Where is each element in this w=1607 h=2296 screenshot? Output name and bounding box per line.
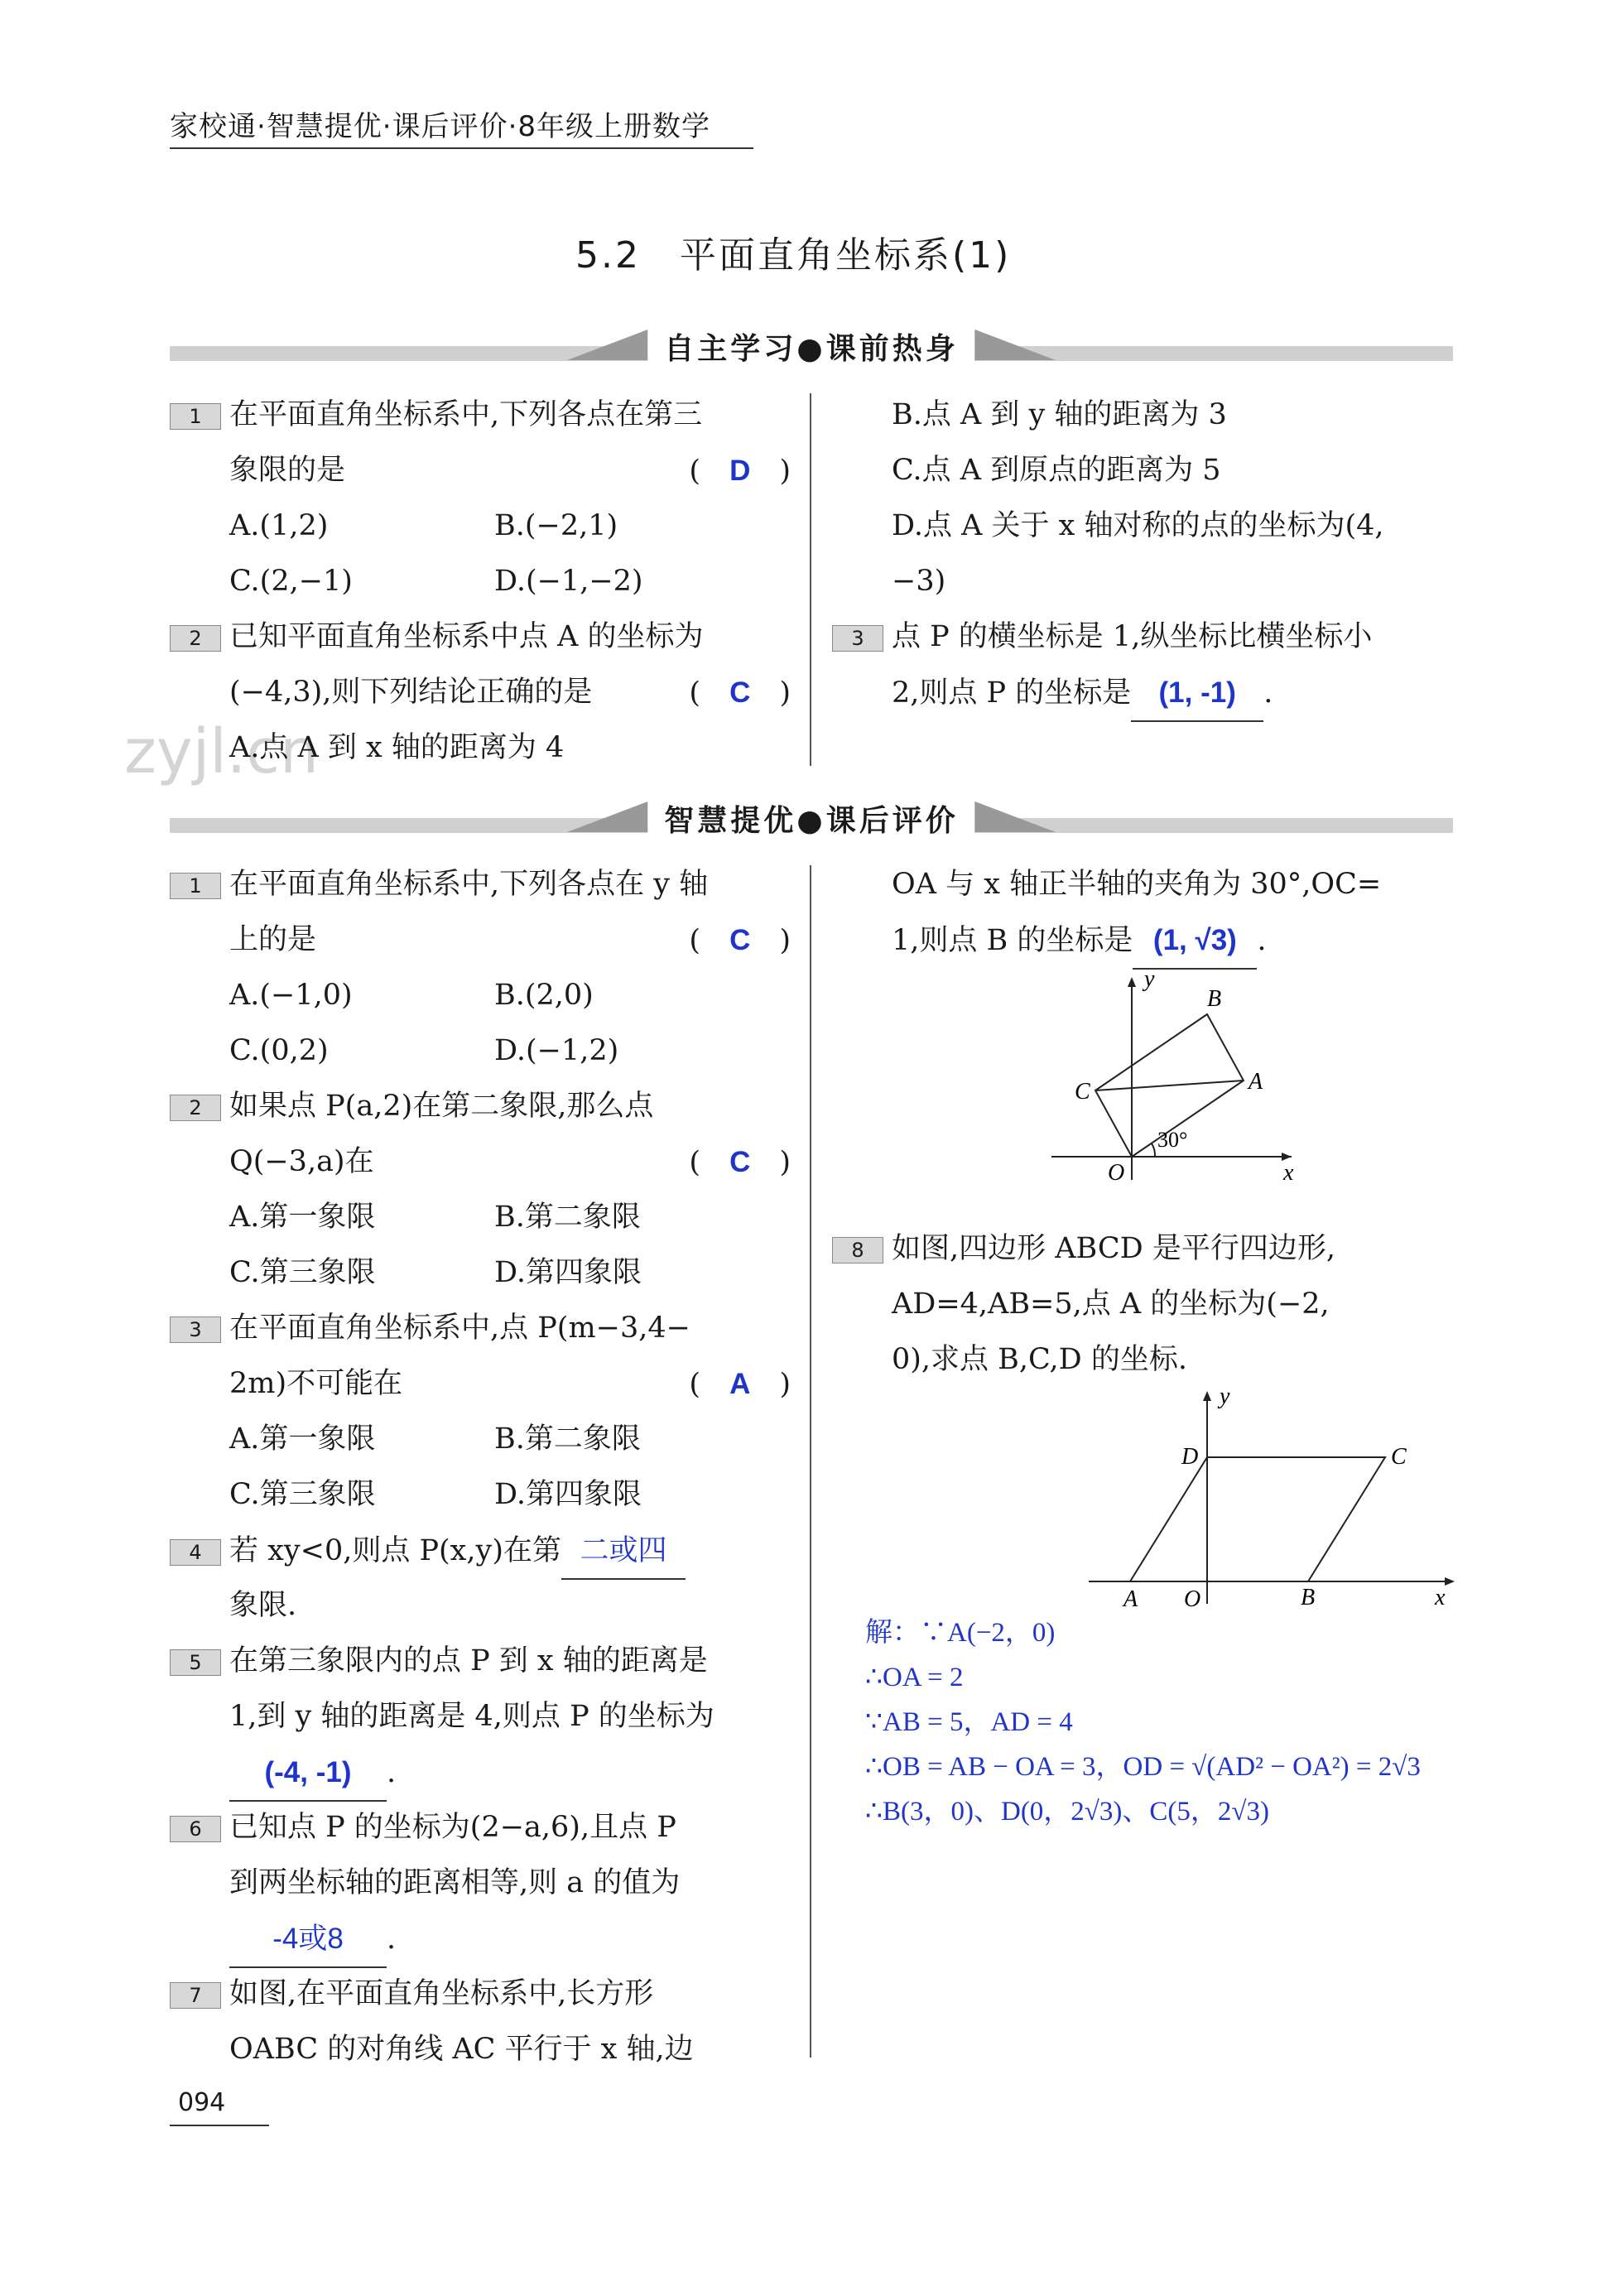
header-rule: [170, 147, 753, 149]
option: D.(−1,−2): [494, 565, 643, 598]
header-title: 家校通·智慧提优·课后评价·8年级上册数学: [170, 110, 711, 143]
section-title: 智慧提优●课后评价: [647, 797, 974, 840]
page-number-rule: [170, 2125, 269, 2126]
solution-line: ∴OA = 2: [865, 1663, 964, 1692]
question-number: 8: [832, 1237, 883, 1264]
column-divider: [810, 393, 811, 766]
answer: C: [729, 1146, 751, 1178]
question-number: 5: [170, 1649, 221, 1676]
chapter-title: 5.2 平面直角坐标系(1): [575, 234, 1012, 277]
column-divider: [810, 865, 811, 2058]
watermark: zyjl.cn: [124, 716, 319, 787]
questions-s2-left: 1 在平面直角坐标系中,下列各点在 y 轴 上的是 ( C ) A.(−1,0) B.(2,0) C.(0,2) D.(−1,2) 2 如果点 P(a,2)在第二象限,那么点 Q(−3,a)在 ( C ) A.第一象限 B.第二象限 C.第三象限 D.第四象限 3 在平面直角坐标系中,点 P(m−3,4− 2m)不可能在 ( A ) A.第一象限 B.第二象限 C.第三象限 D.第四象限 4 若 xy<0,则点 P(x,y)在第 二或四 象限. 5 在第三象限内的点 P 到 x 轴的距离是 1,到 y 轴的距离是 4,则点 P 的坐标为 (-4, -1) . 6 已知点 P 的坐标为(2−a,6),且点 P 到两坐标轴的距离相等,则 a 的值为 -4或8 . 7 如图,在平面直角坐标系中,长方形 OABC 的对角线 AC 平行于 x 轴,边: [170, 857, 791, 2077]
solution: [865, 1610, 1421, 1834]
option: C.(0,2): [229, 1034, 329, 1067]
option: C.点 A 到原点的距离为 5: [892, 454, 1221, 487]
question-number: 4: [170, 1539, 221, 1566]
y-label: y: [1220, 1387, 1230, 1409]
a-label: A: [1123, 1586, 1138, 1610]
option: B.第二象限: [494, 1422, 641, 1456]
answer-blank: 二或四: [561, 1523, 686, 1580]
option: B.(−2,1): [494, 509, 618, 542]
diagonal-ac: [1095, 1081, 1244, 1090]
option: B.第二象限: [494, 1201, 641, 1234]
y-label: y: [1144, 973, 1155, 992]
d-label: D: [1181, 1444, 1199, 1470]
answer-blank: (-4, -1): [229, 1745, 387, 1802]
c-label: C: [1075, 1079, 1090, 1105]
angle-label: 30°: [1157, 1128, 1188, 1152]
answer-blank: (1, √3): [1133, 912, 1257, 970]
option: A.(1,2): [229, 509, 329, 542]
option: −3): [892, 565, 946, 598]
figure-rectangle-oabc: [1051, 973, 1300, 1188]
answer-paren: ( C ): [689, 676, 791, 710]
answer-blank: -4或8: [229, 1911, 387, 1968]
solution-line: ∴OB = AB − OA = 3，OD = √(AD² − OA²) = 2√3: [865, 1752, 1421, 1782]
option: A.第一象限: [229, 1201, 376, 1234]
option: C.(2,−1): [229, 565, 353, 598]
answer: A: [729, 1368, 751, 1400]
option: A.点 A 到 x 轴的距离为 4: [229, 731, 565, 764]
option: B.点 A 到 y 轴的距离为 3: [892, 398, 1227, 431]
option: D.第四象限: [494, 1478, 642, 1511]
c-label: C: [1391, 1444, 1407, 1470]
answer-paren: ( D ): [689, 455, 791, 488]
x-label: x: [1283, 1160, 1294, 1186]
solution-line: ∵AB = 5，AD = 4: [865, 1707, 1073, 1737]
option: C.第三象限: [229, 1478, 376, 1511]
question-number: 3: [832, 625, 883, 652]
question-number: 6: [170, 1816, 221, 1842]
option: D.点 A 关于 x 轴对称的点的坐标为(4,: [892, 509, 1384, 542]
y-axis-arrow: [1203, 1391, 1211, 1401]
b-label: B: [1207, 986, 1222, 1012]
section-banner-warmup: [170, 327, 1453, 368]
option: A.(−1,0): [229, 979, 353, 1012]
a-label: A: [1249, 1069, 1263, 1095]
option: B.(2,0): [494, 979, 594, 1012]
question-s1-1: 1 在平面直角坐标系中,下列各点在第三 象限的是 ( D ) A.(1,2) B.(−2,1) C.(2,−1) D.(−1,−2) 2 已知平面直角坐标系中点 A 的坐标为 (−4,3),则下列结论正确的是 ( C ) A.点 A 到 x 轴的距离为 4: [170, 387, 791, 776]
solution-line: 解：∵A(−2，0): [865, 1618, 1056, 1648]
parallelogram-abcd: [1130, 1457, 1385, 1581]
answer: C: [729, 924, 751, 956]
question-s1-2-cont: B.点 A 到 y 轴的距离为 3 C.点 A 到原点的距离为 5 D.点 A 关于 x 轴对称的点的坐标为(4, −3) 3 点 P 的横坐标是 1,纵坐标比横坐标小 2,则点 P 的坐标是 (1, -1) .: [832, 387, 1461, 720]
section-banner-review: [170, 799, 1453, 840]
answer-blank: (1, -1): [1131, 665, 1263, 722]
section-title: 自主学习●课前热身: [647, 325, 974, 368]
option: D.第四象限: [494, 1256, 642, 1289]
answer: D: [729, 455, 751, 487]
question-number: 1: [170, 403, 221, 430]
angle-arc: [1152, 1143, 1155, 1157]
option: A.第一象限: [229, 1422, 376, 1456]
o-label: O: [1108, 1160, 1125, 1186]
question-number: 3: [170, 1316, 221, 1343]
answer-paren: ( A ): [689, 1368, 791, 1401]
b-label: B: [1301, 1585, 1316, 1610]
figure-parallelogram-abcd: [1089, 1387, 1461, 1610]
o-label: O: [1184, 1586, 1201, 1610]
question-number: 2: [170, 1095, 221, 1121]
answer-paren: ( C ): [689, 924, 791, 957]
question-number: 1: [170, 873, 221, 899]
option: D.(−1,2): [494, 1034, 619, 1067]
option: C.第三象限: [229, 1256, 376, 1289]
x-label: x: [1435, 1585, 1446, 1610]
y-axis-arrow: [1128, 977, 1136, 987]
solution-line: ∴B(3，0)、D(0，2√3)、C(5，2√3): [865, 1797, 1270, 1827]
x-axis-arrow: [1445, 1577, 1455, 1586]
answer-paren: ( C ): [689, 1146, 791, 1179]
page-number: 094: [178, 2088, 226, 2117]
questions-s2-right: OA 与 x 轴正半轴的夹角为 30°,OC= 1,则点 B 的坐标是 (1, √3) .: [832, 857, 1461, 968]
answer: C: [729, 676, 751, 709]
question-number: 2: [170, 625, 221, 652]
question-number: 7: [170, 1982, 221, 2009]
question-s2-8: 8 如图,四边形 ABCD 是平行四边形, AD=4,AB=5,点 A 的坐标为(−2, 0),求点 B,C,D 的坐标.: [832, 1221, 1461, 1388]
